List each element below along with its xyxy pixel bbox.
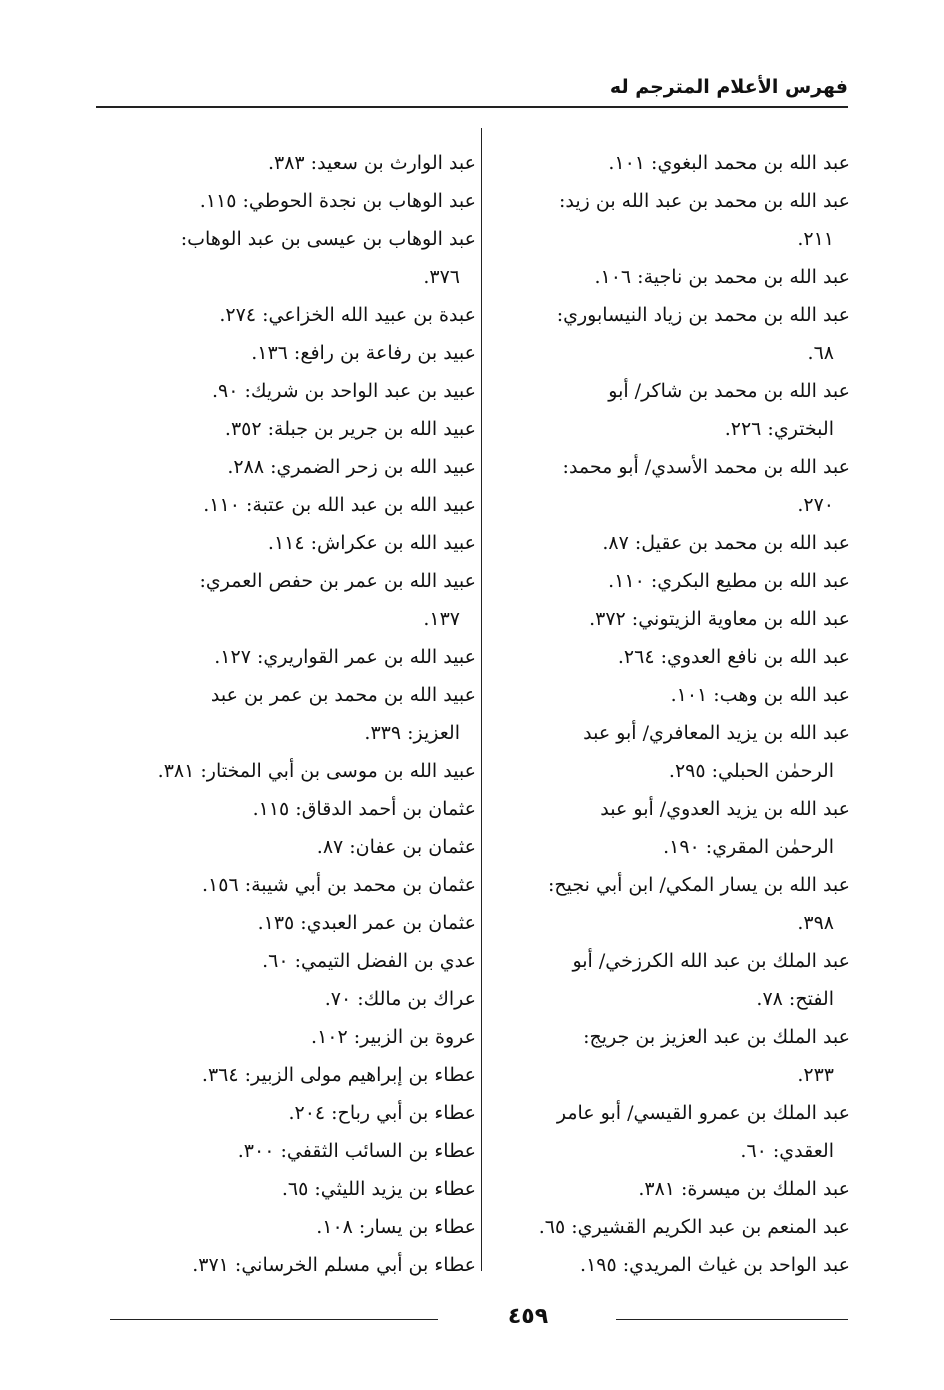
index-entry [96,334,476,372]
entry-continuation: العزيز: ٣٣٩. [364,722,460,744]
index-entry [96,828,476,866]
entry-text: عبيد الله بن عبد الله بن عتبة: ١١٠. [203,494,476,516]
index-entry [96,144,476,182]
column-divider [481,128,482,1271]
index-entry [96,980,476,1018]
entry-text: عروة بن الزبير: ١٠٢. [311,1026,476,1048]
entry-text: عبد الوهاب بن عيسى بن عبد الوهاب: [180,228,476,250]
index-entry [96,1018,476,1056]
index-entry [484,1208,850,1246]
entry-text: عبيد الله بن موسى بن أبي المختار: ٣٨١. [157,760,476,782]
entry-text: عبد الله بن محمد بن شاكر/ أبو [608,380,850,402]
entry-text: عبد الله بن وهب: ١٠١. [670,684,850,706]
entry-continuation: الفتح: ٧٨. [756,988,834,1010]
entry-text: عبد الله بن يزيد المعافري/ أبو عبد [583,722,850,744]
footer-rule-left [110,1319,438,1320]
index-entry [96,1170,476,1208]
entry-continuation: الرحمٰن المقري: ١٩٠. [663,836,834,858]
index-entry [96,866,476,904]
entry-text: عبد الوارث بن سعيد: ٣٨٣. [267,152,476,174]
entry-text: عبد الله بن محمد بن ناجية: ١٠٦. [594,266,850,288]
entry-text: عبيد الله بن جرير بن جبلة: ٣٥٢. [224,418,476,440]
entry-text: عبد الله بن نافع العدوي: ٢٦٤. [617,646,850,668]
index-entry [484,144,850,182]
entry-text: عبد الملك بن عبد الله الكرزخي/ أبو [572,950,850,972]
index-entry [96,296,476,334]
entry-text: عبدة بن عبيد الله الخزاعي: ٢٧٤. [219,304,476,326]
index-entry [484,524,850,562]
page-footer [96,1302,848,1332]
entry-continuation: العقدي: ٦٠. [740,1140,834,1162]
entry-text: عبيد الله بن عمر بن حفص العمري: [199,570,476,592]
entry-text: عبد الملك بن ميسرة: ٣٨١. [638,1178,850,1200]
entry-continuation: ٣٩٨. [797,912,834,934]
index-entry [96,904,476,942]
index-entry [484,1018,850,1094]
index-entry [484,372,850,448]
entry-continuation: ٣٧٦. [423,266,460,288]
index-entry [484,182,850,258]
index-entry [484,296,850,372]
index-entry [484,676,850,714]
index-column-left [96,144,476,1284]
entry-text: عبد الواحد بن غياث المريدي: ١٩٥. [580,1254,850,1276]
entry-text: عطاء بن أبي مسلم الخرساني: ٣٧١. [192,1254,476,1276]
index-entry [96,676,476,752]
entry-text: عثمان بن عمر العبدي: ١٣٥. [257,912,476,934]
index-entry [96,752,476,790]
index-entry [484,790,850,866]
entry-text: عبيد الله بن محمد بن عمر بن عبد [210,684,476,706]
index-entry [96,1094,476,1132]
entry-text: عبد الوهاب بن نجدة الحوطي: ١١٥. [199,190,476,212]
entry-text: عبد الملك بن عمرو القيسي/ أبو عامر [556,1102,850,1124]
entry-continuation: ١٣٧. [423,608,460,630]
index-column-right [484,144,850,1284]
index-entry [484,600,850,638]
entry-text: عطاء بن أبي رباح: ٢٠٤. [288,1102,476,1124]
entry-text: عبد الله بن مطيع البكري: ١١٠. [608,570,850,592]
index-entry [96,790,476,828]
entry-text: عبد الله بن محمد بن عقيل: ٨٧. [602,532,850,554]
page-title: فهرس الأعلام المترجم له [609,76,848,98]
entry-text: عطاء بن يسار: ١٠٨. [316,1216,476,1238]
page-number: ٤٥٩ [507,1304,549,1329]
index-entry [484,866,850,942]
index-entry [96,1132,476,1170]
index-entry [96,410,476,448]
entry-continuation: الرحمٰن الحبلي: ٢٩٥. [668,760,834,782]
entry-text: عطاء بن السائب الثقفي: ٣٠٠. [237,1140,476,1162]
entry-text: عثمان بن عفان: ٨٧. [316,836,476,858]
entry-text: عبد المنعم بن عبد الكريم القشيري: ٦٥. [538,1216,850,1238]
entry-text: عبد الله بن يزيد العدوي/ أبو عبد [600,798,850,820]
entry-text: عدي بن الفضل التيمي: ٦٠. [262,950,476,972]
entry-continuation: ٢٧٠. [797,494,834,516]
entry-text: عطاء بن يزيد الليثي: ٦٥. [281,1178,476,1200]
entry-continuation: البختري: ٢٢٦. [724,418,834,440]
entry-text: عبيد بن رفاعة بن رافع: ١٣٦. [251,342,476,364]
entry-continuation: ٦٨. [807,342,834,364]
index-entry [96,1208,476,1246]
index-entry [484,448,850,524]
entry-continuation: ٢٣٣. [797,1064,834,1086]
entry-text: عبد الله بن محمد بن زياد النيسابوري: [556,304,850,326]
entry-text: عثمان بن محمد بن أبي شيبة: ١٥٦. [202,874,476,896]
index-entry [96,182,476,220]
index-entry [484,1246,850,1284]
index-entry [96,1056,476,1094]
entry-text: عبيد بن عبد الواحد بن شريك: ٩٠. [211,380,476,402]
entry-text: عبيد الله بن عمر القواريري: ١٢٧. [214,646,476,668]
entry-text: عطاء بن إبراهيم مولى الزبير: ٣٦٤. [201,1064,476,1086]
index-entry [484,638,850,676]
header-rule [96,106,848,108]
index-entry [96,220,476,296]
entry-continuation: ٢١١. [797,228,834,250]
index-entry [96,638,476,676]
entry-text: عراك بن مالك: ٧٠. [324,988,476,1010]
entry-text: عبد الله بن يسار المكي/ ابن أبي نجيح: [548,874,850,896]
footer-rule-right [616,1319,848,1320]
index-entry [484,258,850,296]
entry-text: عبد الله بن محمد بن عبد الله بن زيد: [559,190,850,212]
index-entry [96,486,476,524]
index-entry [96,942,476,980]
index-entry [96,448,476,486]
index-entry [96,524,476,562]
index-entry [96,1246,476,1284]
entry-text: عبيد الله بن عكراش: ١١٤. [267,532,476,554]
index-entry [484,942,850,1018]
entry-text: عبد الله بن محمد الأسدي/ أبو محمد: [562,456,850,478]
entry-text: عبد الله بن معاوية الزيتوني: ٣٧٢. [589,608,850,630]
index-entry [484,1170,850,1208]
index-entry [484,714,850,790]
index-entry [484,562,850,600]
index-entry [96,562,476,638]
entry-text: عثمان بن أحمد الدقاق: ١١٥. [252,798,476,820]
entry-text: عبد الملك بن عبد العزيز بن جريج: [583,1026,850,1048]
entry-text: عبد الله بن محمد البغوي: ١٠١. [608,152,850,174]
entry-text: عبيد الله بن زحر الضمري: ٢٨٨. [227,456,476,478]
index-entry [96,372,476,410]
index-entry [484,1094,850,1170]
